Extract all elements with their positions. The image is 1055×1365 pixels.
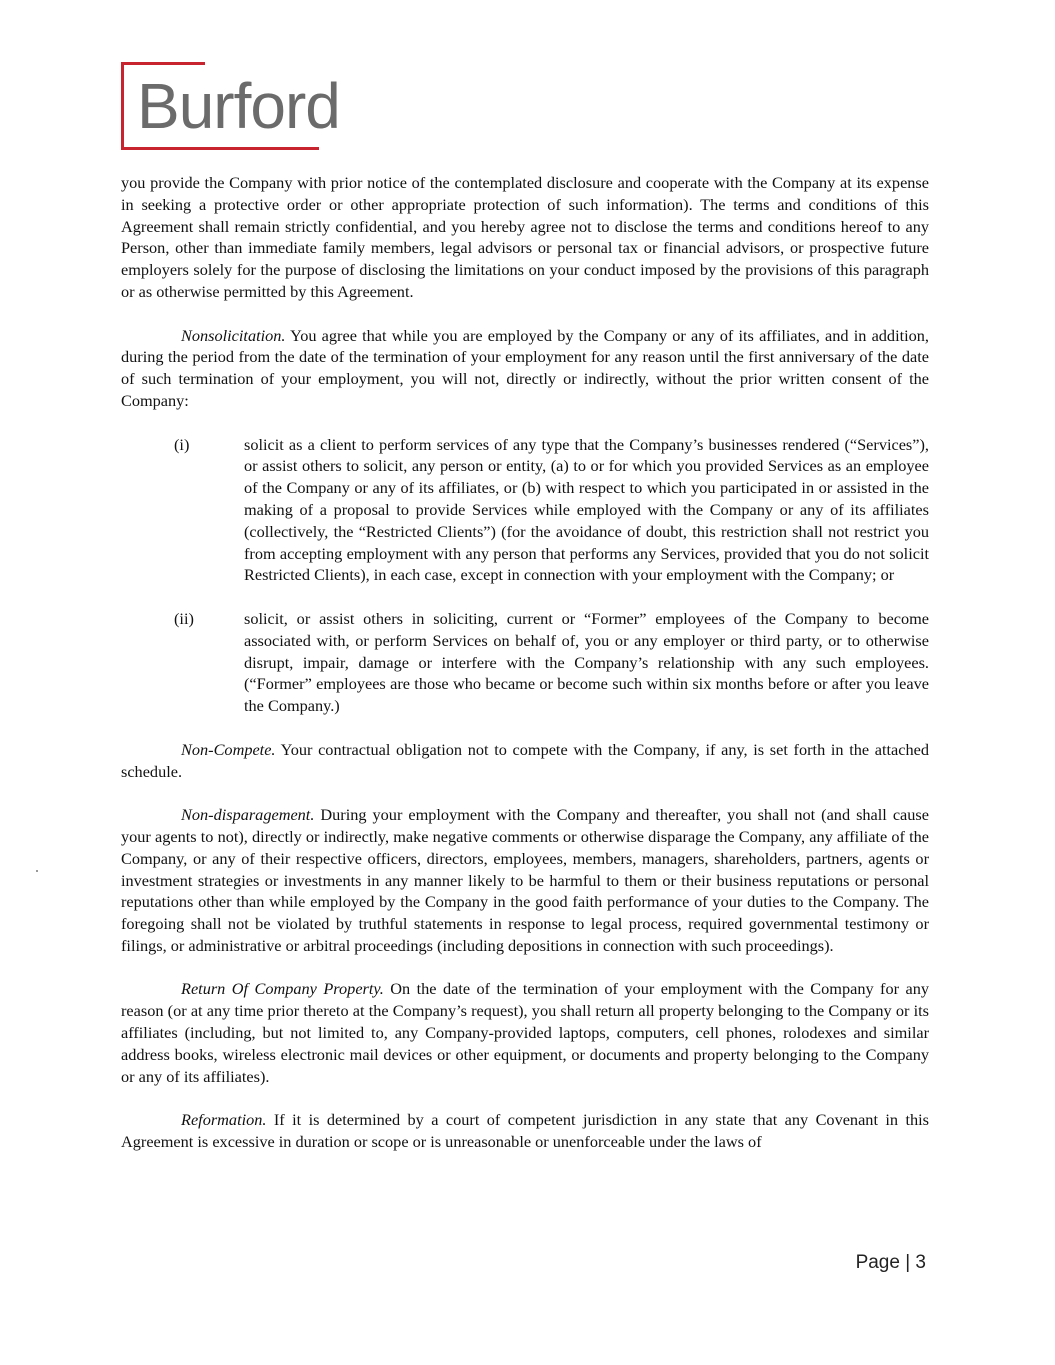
heading-return-property: Return Of Company Property. bbox=[181, 979, 384, 999]
scan-artifact bbox=[36, 870, 38, 872]
body-nonsolicitation: You agree that while you are employed by the Company or any of its affiliates, and in addition, during the period from the date of the termination of your employment for any reason until the first anniversary of the date of such termination of your employment, you will not, directly or indirectly, without the prior written consent of the Company: bbox=[121, 325, 929, 410]
paragraph-nonsolicitation bbox=[121, 325, 929, 412]
heading-nonsolicitation: Nonsolicitation. bbox=[181, 325, 286, 345]
paragraph-return-property bbox=[121, 978, 929, 1087]
paragraph-confidentiality: you provide the Company with prior notice of the contemplated disclosure and cooperate with the Company at its expense in seeking a protective order or other appropriate protection of such information). The terms and conditions of this Agreement shall remain strictly confidential, and you hereby agree not to disclose the terms and conditions hereof to any Person, other than immediate family members, legal advisors or personal tax or financial advisors, or prospective future employers solely for the purpose of disclosing the limitations on your conduct imposed by the provisions of this paragraph or as otherwise permitted by this Agreement. bbox=[121, 173, 929, 301]
list-item-number: (i) bbox=[174, 434, 190, 454]
logo-frame-top bbox=[121, 62, 205, 65]
page-number: Page | 3 bbox=[855, 1252, 926, 1273]
list-item-text: solicit as a client to perform services of any type that the Company’s businesses rendered (“Services”), or assist others to solicit, any person or entity, (a) to or for which you provided Services as an employee of the Company or any of its affiliates, or (b) with respect to which you participated in or assisted in the making of a proposal to provide Services while employed with the Company or any of its affiliates (collectively, the “Restricted Clients”) (for the avoidance of doubt, this restriction shall not restrict you from accepting employment with any person that performs any Services, provided that you do not solicit Restricted Clients), in each case, except in connection with your employment with the Company; or bbox=[244, 434, 929, 585]
logo-frame-left bbox=[121, 62, 124, 150]
document-body bbox=[121, 172, 929, 1153]
paragraph-noncompete bbox=[121, 739, 929, 783]
list-item-number: (ii) bbox=[174, 608, 194, 628]
burford-logo bbox=[121, 62, 340, 150]
paragraph-reformation bbox=[121, 1109, 929, 1153]
body-return-property: On the date of the termination of your employment with the Company for any reason (or at any time prior thereto at the Company’s request), you shall return all property belonging to the Company or its affiliates (including, but not limited to, any Company-provided laptops, computers, cell phones, rolodexes and similar address books, wireless electronic mail devices or other equipment, or documents and property belonging to the Company or any of its affiliates). bbox=[121, 979, 929, 1086]
heading-reformation: Reformation. bbox=[181, 1110, 267, 1130]
logo-wordmark: Burford bbox=[137, 70, 340, 142]
list-item-text: solicit, or assist others in soliciting, current or “Former” employees of the Company to become associated with, or perform Services on behalf of, you or any employer or third party, or to otherwise disrupt, impair, damage or interfere with the Company’s relationship with any such employees. (“Former” employees are those who became or become such within six months before or after you leave the Company.) bbox=[244, 608, 929, 716]
body-nondisparagement: During your employment with the Company and thereafter, you shall not (and shall cause your agents to not), directly or indirectly, make negative comments or otherwise disparage the Company, any affiliate of the Company, or any of their respective officers, directors, employees, members, managers, shareholders, partners, agents or investment strategies or investments in any manner likely to be harmful to them or their business reputations or personal reputations other than while employed by the Company in the good faith performance of your duties to the Company. The foregoing shall not be violated by truthful statements in response to legal process, required governmental testimony or filings, or administrative or arbitral proceedings (including depositions in connection with such proceedings). bbox=[121, 805, 929, 955]
paragraph-nondisparagement bbox=[121, 804, 929, 957]
heading-nondisparagement: Non-disparagement. bbox=[181, 805, 315, 825]
list-item bbox=[121, 434, 929, 587]
body-reformation: If it is determined by a court of competent jurisdiction in any state that any Covenant in this Agreement is excessive in duration or scope or is unreasonable or unenforceable under the laws of bbox=[121, 1110, 929, 1152]
body-noncompete: Your contractual obligation not to compete with the Company, if any, is set forth in the attached schedule. bbox=[121, 739, 929, 781]
list-item bbox=[121, 608, 929, 717]
heading-noncompete: Non-Compete. bbox=[181, 739, 276, 759]
logo-frame-bottom bbox=[121, 147, 319, 150]
